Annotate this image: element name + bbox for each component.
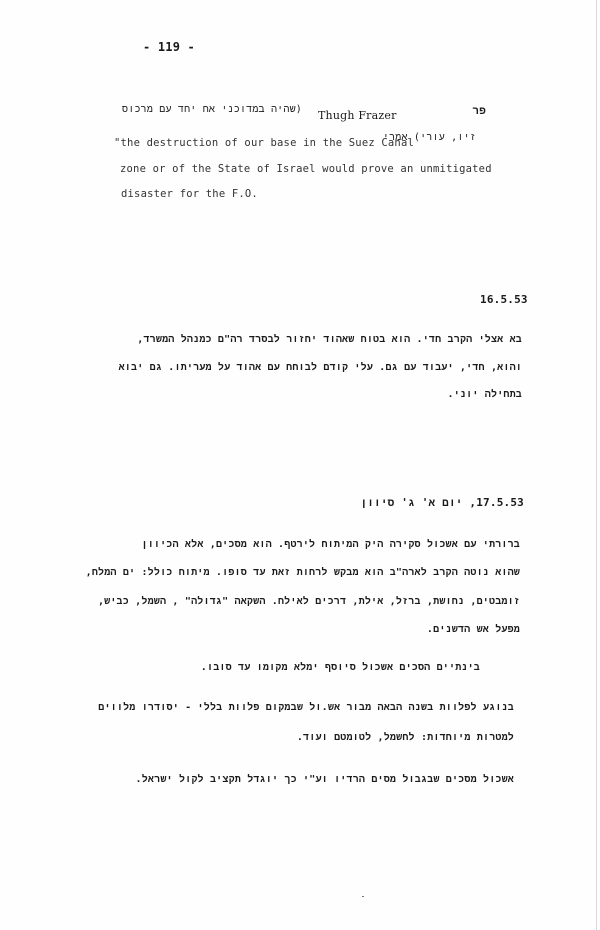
entry2-line-2: שהוא נוטה הקרב לארה"ב הוא מבקש לרחות זאת עד סופו. מיתוח כולל: ים המלח, bbox=[85, 567, 520, 578]
entry1-line-1: בא אצלי הקרב חדי. הוא בטוח שאהוד יחזור לבסרד רה"ם כמנהל המשרד, bbox=[137, 334, 522, 345]
intro-quote-line-2: zone or of the State of Israel would prove an unmitigated bbox=[120, 163, 492, 175]
entry1-date: 16.5.53 bbox=[480, 293, 528, 306]
scan-edge-line bbox=[596, 0, 597, 930]
entry2-paragraph-2: בינתיים הסכים אשכול סיוסף ימלא מקומו עד סובו. bbox=[200, 662, 480, 673]
intro-note-hebrew: (שהיה במדוכני אח יחד עם מרכוס bbox=[122, 104, 302, 115]
intro-name-english: Thugh Frazer bbox=[318, 109, 397, 122]
entry2-line-3: זומבטים, נחושת, ברזל, אילת, דרכים לאילח. השקאה "גדולה" , השמל, כביש, bbox=[97, 596, 520, 607]
intro-quote-line-1: "the destruction of our base in the Suez Canal bbox=[114, 137, 414, 149]
entry1-line-3: בתחילה יוני. bbox=[447, 389, 522, 400]
scan-speck bbox=[362, 896, 364, 897]
entry2-paragraph-3-line-1: בנוגע לפלוות בשנה הבאה מבור אש.ול שבמקום פלוות בללי - יסודרו מלווים bbox=[98, 702, 514, 713]
intro-quote-line-3: disaster for the F.O. bbox=[121, 188, 258, 200]
entry2-date-line: 17.5.53, יום א' ג' סיוון bbox=[360, 496, 524, 509]
intro-attribution-hebrew: זיו, עורי) אמרי bbox=[382, 132, 476, 143]
entry1-line-2: והוא, חדי, יעבוד עם גם. עלי קודם לבוחח עם אהוד על מעריתו. גם יבוא bbox=[118, 362, 522, 373]
intro-name-hebrew: פר bbox=[472, 104, 486, 117]
entry2-paragraph-4: אשכול מסכים שבגבול מסים הרדיו וע"י כך יוגדל תקציב לקול ישראל. bbox=[135, 774, 514, 785]
page-number: - 119 - bbox=[143, 40, 195, 54]
entry2-paragraph-3-line-2: למטרות מיוחדות: לחשמל, לטומטם ועוד. bbox=[296, 732, 514, 743]
entry2-line-1: ברורתי עם אשכול סקירה היק המיתוח לירטף. הוא מסכים, אלא הכיוון bbox=[141, 539, 520, 550]
entry2-line-4: מפעל אש הדשנים. bbox=[426, 624, 520, 635]
